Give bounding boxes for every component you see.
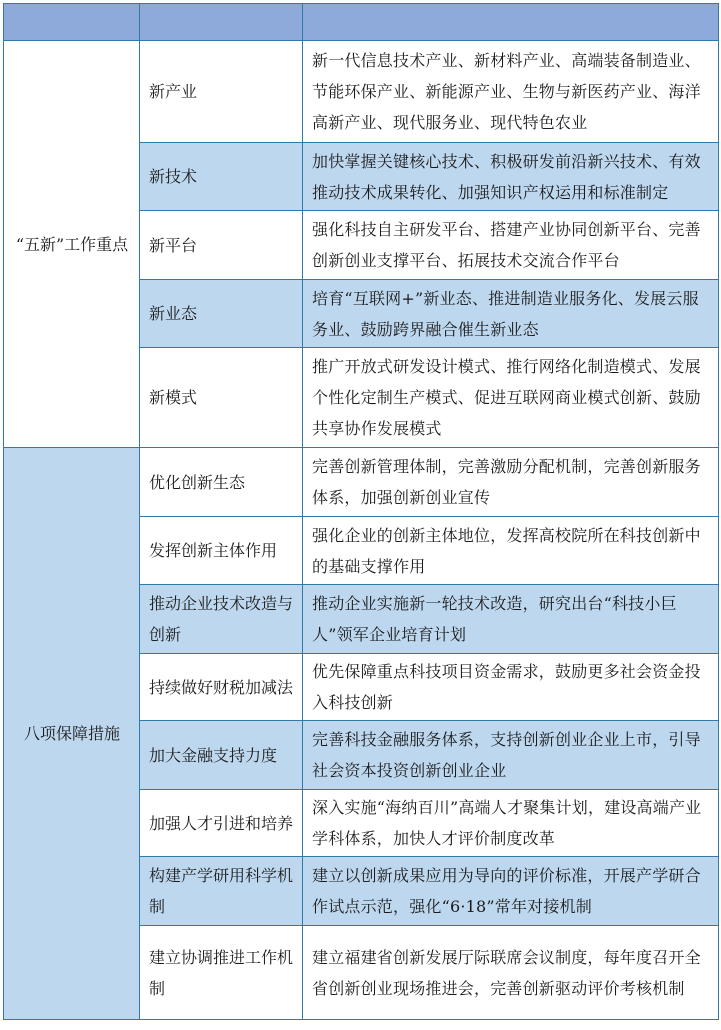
row-desc: 培育“互联网+”新业态、推进制造业服务化、发展云服务业、鼓励跨界融合催生新业态	[303, 280, 719, 348]
row-item: 新技术	[140, 143, 303, 211]
row-desc: 优先保障重点科技项目资金需求，鼓励更多社会资金投入科技创新	[303, 654, 719, 721]
row-desc: 加快掌握关键核心技术、积极研发前沿新兴技术、有效推动技术成果转化、加强知识产权运用和标准制定	[303, 143, 719, 211]
header-cell	[140, 4, 303, 41]
header-cell	[303, 4, 719, 41]
row-item: 新模式	[140, 348, 303, 448]
group-title-eight-measures: 八项保障措施	[4, 448, 140, 1020]
table-row	[4, 448, 719, 517]
row-item: 新业态	[140, 280, 303, 348]
row-desc: 深入实施“海纳百川”高端人才聚集计划，建设高端产业学科体系，加快人才评价制度改革	[303, 790, 719, 857]
row-item: 加大金融支持力度	[140, 721, 303, 790]
row-desc: 完善科技金融服务体系，支持创新创业企业上市，引导社会资本投资创新创业企业	[303, 721, 719, 790]
header-cell	[4, 4, 140, 41]
row-desc: 推广开放式研发设计模式、推行网络化制造模式、发展个性化定制生产模式、促进互联网商业模式创新、鼓励共享协作发展模式	[303, 348, 719, 448]
row-item: 构建产学研用科学机制	[140, 857, 303, 926]
group-title-five-new: “五新”工作重点	[4, 41, 140, 448]
header-row	[4, 4, 719, 41]
row-desc: 完善创新管理体制，完善激励分配机制，完善创新服务体系，加强创新创业宣传	[303, 448, 719, 517]
row-desc: 建立以创新成果应用为导向的评价标准，开展产学研合作试点示范，强化“6·18”常年对接机制	[303, 857, 719, 926]
measures-table	[3, 3, 719, 1020]
row-item: 优化创新生态	[140, 448, 303, 517]
row-desc: 建立福建省创新发展厅际联席会议制度，每年度召开全省创新创业现场推进会，完善创新驱动评价考核机制	[303, 926, 719, 1020]
row-desc: 强化企业的创新主体地位，发挥高校院所在科技创新中的基础支撑作用	[303, 517, 719, 585]
row-item: 加强人才引进和培养	[140, 790, 303, 857]
row-item: 建立协调推进工作机制	[140, 926, 303, 1020]
row-desc: 新一代信息技术产业、新材料产业、高端装备制造业、节能环保产业、新能源产业、生物与新医药产业、海洋高新产业、现代服务业、现代特色农业	[303, 41, 719, 143]
row-item: 推动企业技术改造与创新	[140, 585, 303, 654]
row-item: 发挥创新主体作用	[140, 517, 303, 585]
row-item: 新平台	[140, 211, 303, 280]
row-desc: 强化科技自主研发平台、搭建产业协同创新平台、完善创新创业支撑平台、拓展技术交流合作平台	[303, 211, 719, 280]
row-item: 新产业	[140, 41, 303, 143]
table-row	[4, 41, 719, 143]
row-item: 持续做好财税加减法	[140, 654, 303, 721]
row-desc: 推动企业实施新一轮技术改造，研究出台“科技小巨人”领军企业培育计划	[303, 585, 719, 654]
